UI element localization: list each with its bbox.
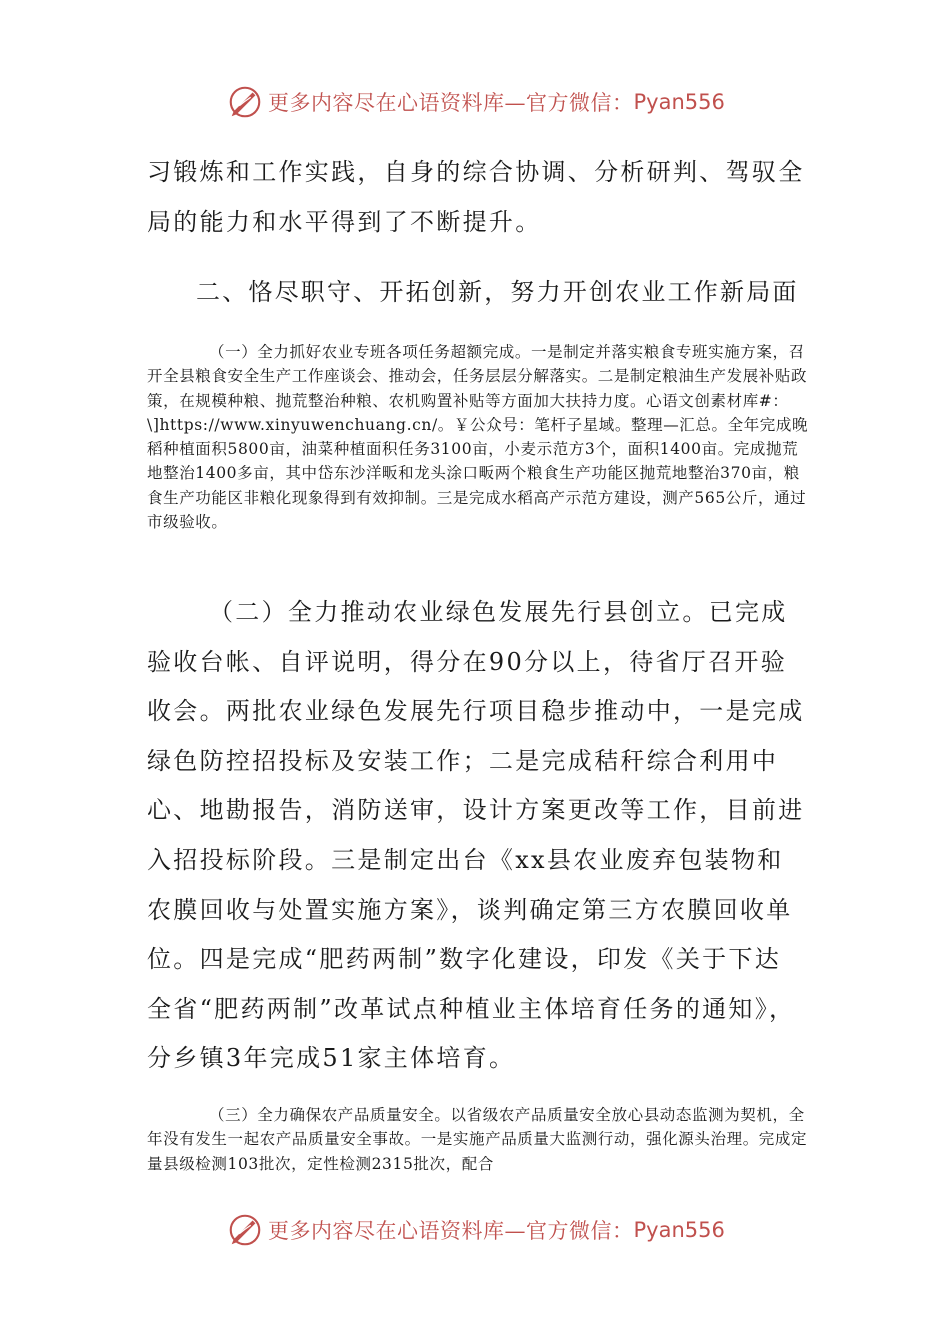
subsection-1: （一）全力抓好农业专班各项任务超额完成。一是制定并落实粮食专班实施方案，召开全县粮食安全生产工作座谈会、推动会，任务层层分解落实。二是制定粮油生产发展补贴政策，在规模种粮、抛荒整治种粮、农机购置补贴等方面加大扶持力度。心语文创素材库#：\]https://www.xinyuwenchuang.cn/。￥公众号：笔杆子星域。整理—汇总。全年完成晚稻种植面积5800亩，油菜种植面积任务3100亩，小麦示范方3个，面积1400亩。完成抛荒地整治1400多亩，其中岱东沙洋畈和龙头涂口畈两个粮食生产功能区抛荒地整治370亩，粮食生产功能区非粮化现象得到有效抑制。三是完成水稻高产示范方建设，测产565公斤，通过市级验收。: [147, 343, 809, 532]
banner-wechat-id: Pyan556: [633, 90, 725, 114]
banner-text: 更多内容尽在心语资料库—官方微信：: [268, 1219, 634, 1243]
subsection-2: （二）全力推动农业绿色发展先行县创立。已完成验收台帐、自评说明，得分在90分以上，待省厅召开验收会。两批农业绿色发展先行项目稳步推动中，一是完成绿色防控招投标及安装工作；二是完成秸秆综合利用中心、地勘报告，消防送审，设计方案更改等工作，目前进入招投标阶段。三是制定出台《xx县农业废弃包装物和农膜回收与处置实施方案》，谈判确定第三方农膜回收单位。四是完成“肥药两制”数字化建设，印发《关于下达全省“肥药两制”改革试点种植业主体培育任务的通知》，分乡镇3年完成51家主体培育。: [147, 598, 805, 1073]
pen-logo-icon: [226, 83, 264, 121]
paragraph-continuation: 习锻炼和工作实践，自身的综合协调、分析研判、驾驭全局的能力和水平得到了不断提升。: [147, 158, 805, 236]
subsection-3: （三）全力确保农产品质量安全。以省级农产品质量安全放心县动态监测为契机，全年没有发生一起农产品质量安全事故。一是实施产品质量大监测行动，强化源头治理。完成定量县级检测103批次，定性检测2315批次，配合: [147, 1106, 808, 1173]
footer-banner: [226, 1210, 746, 1250]
header-banner: [226, 82, 746, 122]
banner-text: 更多内容尽在心语资料库—官方微信：: [268, 91, 634, 115]
section-heading: 二、恪尽职守、开拓创新，努力开创农业工作新局面: [196, 278, 799, 306]
pen-logo-icon: [226, 1211, 264, 1249]
banner-wechat-id: Pyan556: [633, 1218, 725, 1242]
